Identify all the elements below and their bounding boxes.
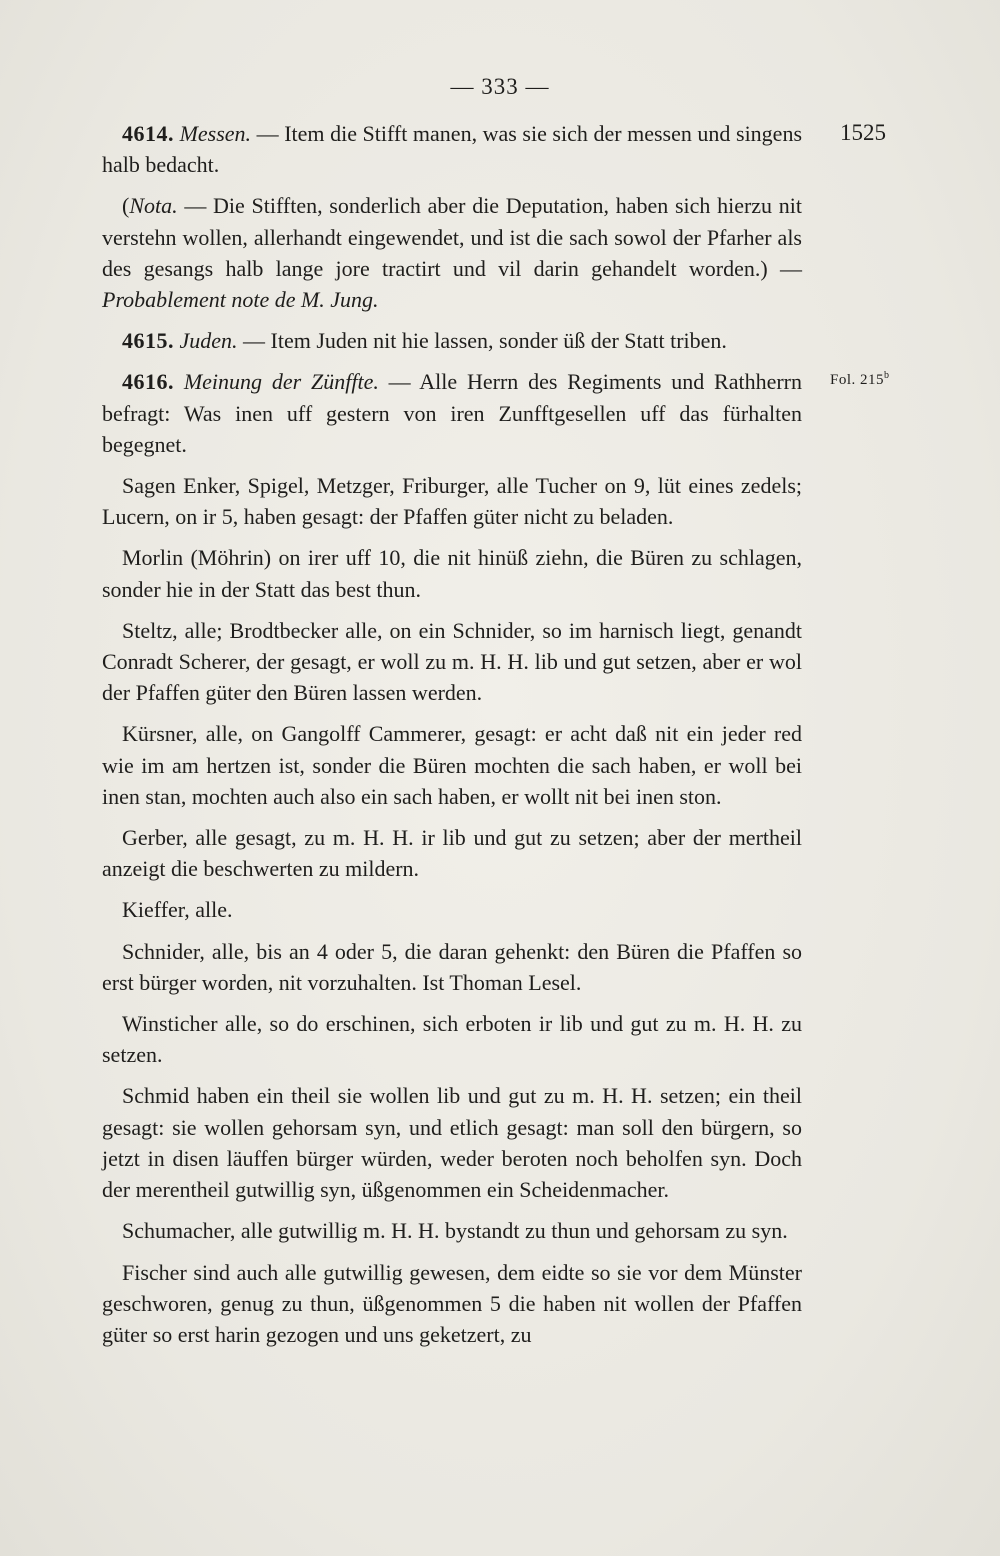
entry-title: Meinung der Zünffte. [183,369,379,395]
entry-4615 [102,325,802,356]
entry-number: 4614. [122,121,174,146]
entry-text: — Alle Herrn des Regiments und Rathherrn befragt: Was inen uff gestern von iren Zunfftgesellen uff das fürhalten begegnet. [102,369,802,457]
paragraph-kuersner: Kürsner, alle, on Gangolff Cammerer, gesagt: er acht daß nit ein jeder red wie im am hertzen ist, sonder die Büren mochten die sach haben, er woll bei inen stan, mochten auch also ein sach haben, er wollt nit bei inen ston. [102,721,802,809]
margin-folio [830,370,890,389]
entry-number: 4616. [122,369,174,395]
paragraph-kieffer: Kieffer, alle. [122,897,233,923]
entry-title: Messen. [179,121,252,146]
entry-text: — Item Juden nit hie lassen, sonder üß der Statt triben. [237,328,727,354]
entry-4614 [102,118,802,180]
paragraph-schmid: Schmid haben ein theil sie wollen lib und gut zu m. H. H. setzen; ein theil gesagt: sie wollen gehorsam syn, und etlich gesagt: man soll den bürgern, so jetzt in disen läuffen bürger würden, weder beroten noch beholfen syn. Doch der merentheil gutwillig syn, üßgenommen ein Scheidenmacher. [102,1083,802,1203]
paragraph-fischer: Fischer sind auch alle gutwillig gewesen, dem eidte so sie vor dem Münster geschworen, genug zu thun, üßgenommen 5 die haben nit wollen der Pfaffen güter so erst harin gezogen und uns geketzert, zu [102,1259,802,1347]
entry-4616 [102,366,802,460]
editor-note [102,190,802,315]
note-text: — Die Stifften, sonderlich aber die Deputation, haben sich hierzu nit verstehn wollen, allerhandt eingewendet, und ist die sach sowol der Pfarher als des gesangs halb lange jore tractirt und vil darin gehandelt worden.) — [102,193,802,281]
entry-title: Juden. [179,328,238,354]
paragraph-steltz: Steltz, alle; Brodtbecker alle, on ein Schnider, so im harnisch liegt, genandt Conradt Scherer, der gesagt, er woll zu m. H. H. lib und gut setzen, aber er wol der Pfaffen güter den Büren lassen werden. [102,617,802,706]
body-text [102,118,802,1360]
page-number: — 333 — [450,74,550,99]
folio-superscript: b [884,370,890,381]
note-label: Nota. [129,193,178,219]
paragraph-schumacher: Schumacher, alle gutwillig m. H. H. bystandt zu thun und gehorsam zu syn. [122,1218,788,1244]
note-attribution: Probablement note de M. Jung. [102,287,379,313]
paragraph-enker: Sagen Enker, Spigel, Metzger, Friburger, alle Tucher on 9, lüt eines zedels; Lucern, on ir 5, haben gesagt: der Pfaffen güter nicht zu beladen. [102,473,802,530]
entry-text: — Item die Stifft manen, was sie sich der messen und singens halb bedacht. [102,121,803,178]
margin-year: 1525 [840,120,886,145]
paragraph-schnider: Schnider, alle, bis an 4 oder 5, die daran gehenkt: den Büren die Pfaffen so erst bürger worden, nit vorzuhalten. Ist Thoman Lesel. [102,938,802,995]
paragraph-morlin: Morlin (Möhrin) on irer uff 10, die nit hinüß ziehn, die Büren zu schlagen, sonder hie in der Statt das best thun. [102,545,802,602]
paragraph-winsticher: Winsticher alle, so do erschinen, sich erboten ir lib und gut zu m. H. H. zu setzen. [102,1011,802,1068]
paragraph-gerber: Gerber, alle gesagt, zu m. H. H. ir lib und gut zu setzen; aber der mertheil anzeigt die beschwerten zu mildern. [102,825,802,882]
note-open-paren: ( [122,193,130,219]
folio-label: Fol. 215 [830,372,885,388]
entry-number: 4615. [122,328,174,354]
